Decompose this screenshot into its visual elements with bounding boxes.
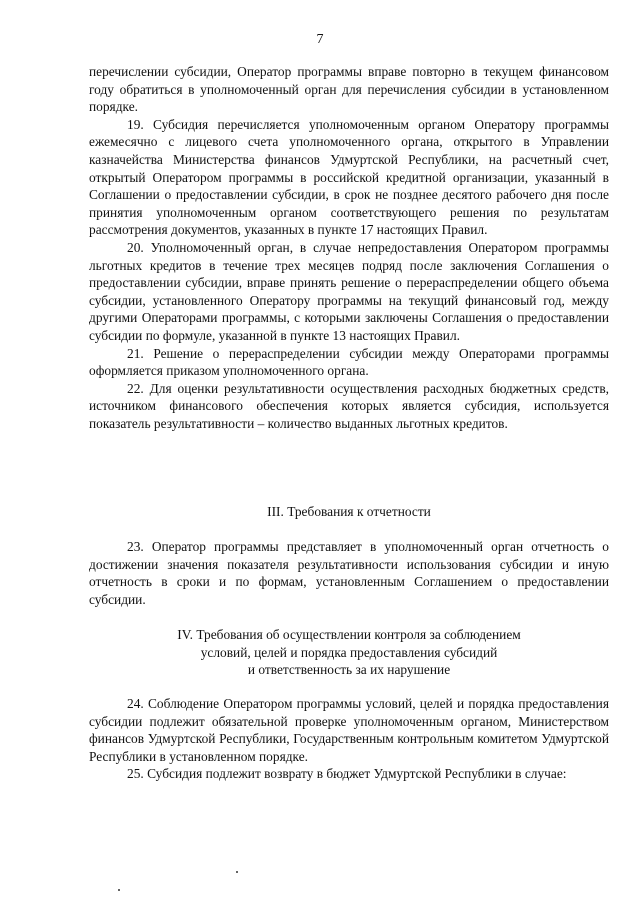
paragraph-22: 22. Для оценки результативности осуществления расходных бюджетных средств, источником финансового обеспечения которых является субсидия, используется показатель результативности – количество выданных льготных кредитов. — [89, 380, 609, 431]
paragraph-25: 25. Субсидия подлежит возврату в бюджет Удмуртской Республики в случае: — [127, 766, 567, 782]
paragraph-24: 24. Соблюдение Оператором программы условий, целей и порядка предоставления субсидии подлежит обязательной проверке уполномоченным органом, Министерством финансов Удмуртской Республики, Государственным контрольным комитетом Удмуртской Республики в установленном порядке. — [89, 696, 609, 764]
paragraph-continuation: перечислении субсидии, Оператор программы вправе повторно в текущем финансовом году обратиться в уполномоченный орган для перечисления субсидии в установленном порядке. — [89, 64, 609, 115]
paragraph-23: 23. Оператор программы представляет в уполномоченный орган отчетность о достижении значения показателя результативности использования субсидии и иную отчетность в сроки и по формам, установленным Соглашением о предоставлении субсидии. — [89, 539, 609, 607]
scan-speck — [118, 889, 120, 891]
page-number: 7 — [316, 32, 324, 47]
paragraphs-top — [89, 63, 609, 432]
paragraph-19: 19. Субсидия перечисляется уполномоченным органом Оператору программы ежемесячно с лицевого счета уполномоченного органа, открытого в Управлении казначейства Министерства финансов Удмуртской Республики, на расчетный счет, открытый Оператором программы в российской кредитной организации, указанный в Соглашении о предоставлении субсидии, в срок не позднее десятого рабочего дня после принятия уполномоченным органом соответствующего решения по результатам рассмотрения документов, указанных в пункте 17 настоящих Правил. — [89, 116, 609, 238]
section-heading-3 — [89, 503, 609, 521]
heading-4-line-2: условий, целей и порядка предоставления субсидий — [200, 644, 498, 660]
paragraphs-bottom — [89, 695, 609, 783]
paragraph-23-block — [89, 538, 609, 608]
paragraph-21: 21. Решение о перераспределении субсидии между Операторами программы оформляется приказом уполномоченного органа. — [89, 345, 609, 379]
heading-4-line-3: и ответственность за их нарушение — [247, 662, 451, 678]
heading-4-line-1: IV. Требования об осуществлении контроля за соблюдением — [177, 627, 521, 642]
heading-3-text: III. Требования к отчетности — [267, 504, 431, 519]
section-heading-4 — [89, 626, 609, 679]
scan-speck — [236, 871, 238, 873]
paragraph-20: 20. Уполномоченный орган, в случае непредоставления Оператором программы льготных кредитов в течение трех месяцев подряд после заключения Соглашения о предоставлении субсидии, вправе принять решение о перераспределении общего объема субсидии, установленного Оператору программы на текущий финансовый год, между другими Операторами программы, с которыми заключены Соглашения о предоставлении субсидии по формуле, указанной в пункте 13 настоящих Правил. — [89, 239, 609, 343]
